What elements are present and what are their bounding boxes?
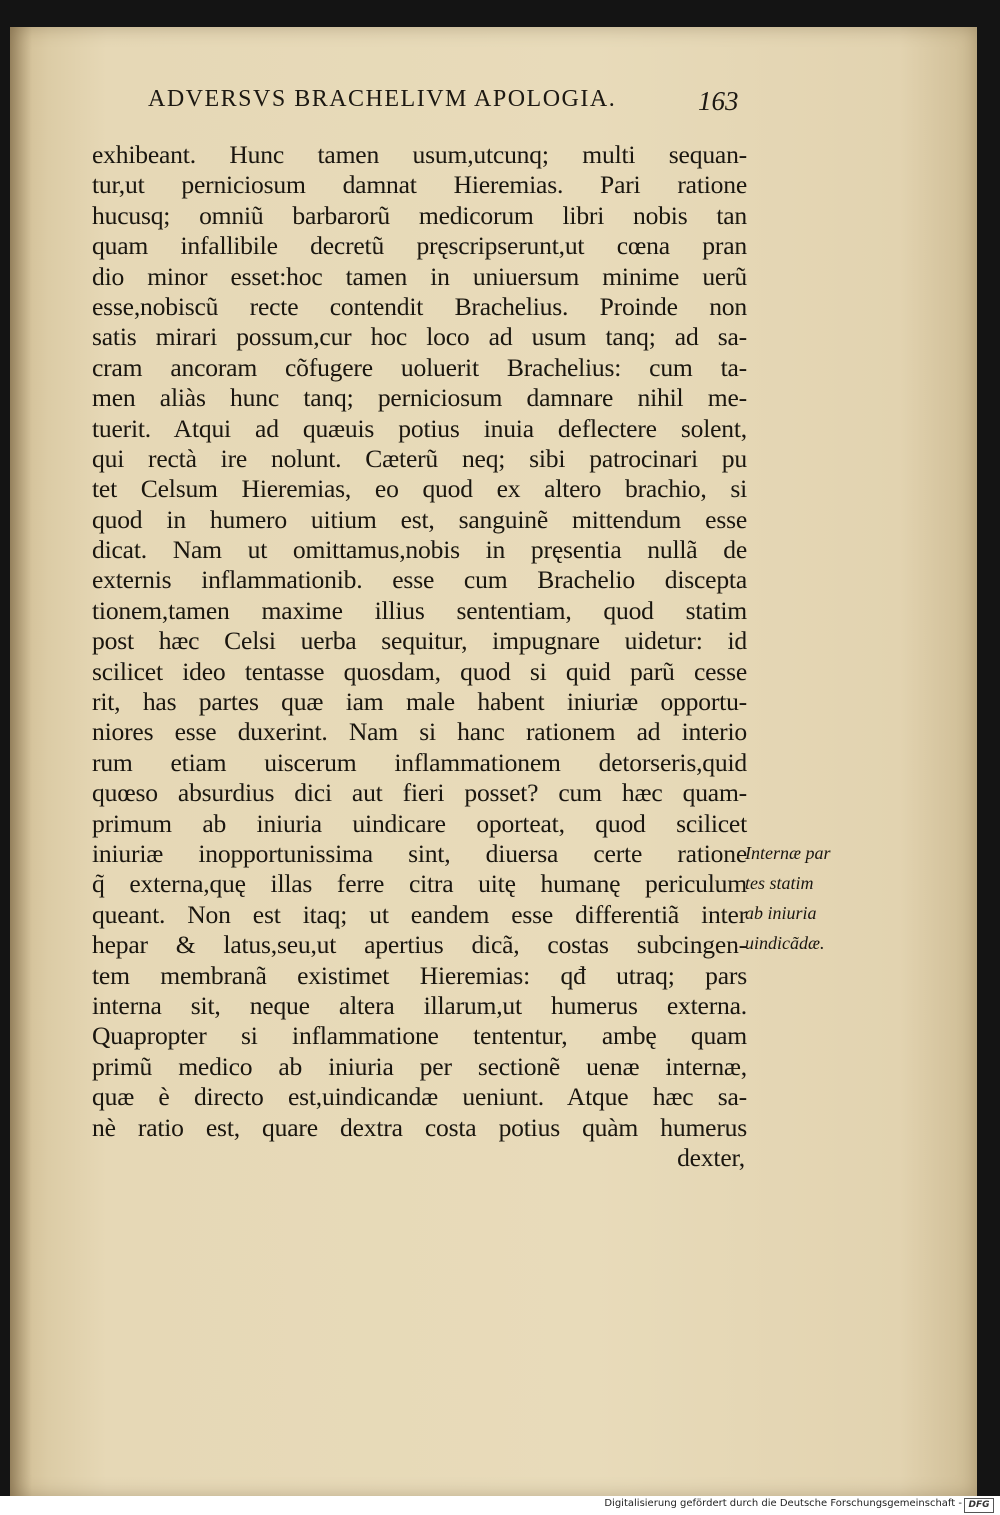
text-line: queant. Non est itaq; ut eandem esse differentiã inter — [92, 899, 747, 929]
text-line: hepar & latus,seu,ut apertius dicã, costas subcingen- — [92, 930, 747, 960]
text-line: post hæc Celsi uerba sequitur, impugnare uidetur: id — [92, 626, 747, 656]
text-line: dio minor esset:hoc tamen in uniuersum minime uerũ — [92, 261, 747, 291]
text-line: esse,nobiscũ recte contendit Brachelius. Proinde non — [92, 291, 747, 321]
text-line: tur,ut perniciosum damnat Hieremias. Pari ratione — [92, 170, 747, 200]
page-gutter-shadow — [10, 27, 32, 1497]
footer-credit: Digitalisierung gefördert durch die Deutsche Forschungsgemeinschaft - — [604, 1498, 962, 1509]
catchword-line: dexter, — [677, 1142, 745, 1172]
text-line: niores esse duxerint. Nam si hanc rationem ad interio — [92, 717, 747, 747]
dfg-logo-icon: DFG — [964, 1498, 994, 1513]
body-text — [92, 140, 747, 1173]
footer-bar — [0, 1496, 1000, 1515]
text-line: iniuriæ inopportunissima sint, diuersa certe ratione — [92, 838, 747, 868]
text-line: tuerit. Atqui ad quæuis potius inuia deflectere solent, — [92, 413, 747, 443]
text-line: Quapropter si inflammatione tententur, ambę quam — [92, 1021, 747, 1051]
text-line: tionem,tamen maxime illius sententiam, quod statim — [92, 595, 747, 625]
text-line: cram ancoram cõfugere uoluerit Brachelius: cum ta- — [92, 352, 747, 382]
text-line: primũ medico ab iniuria per sectionẽ uenæ internæ, — [92, 1051, 747, 1081]
text-line: quæ è directo est,uindicandæ ueniunt. Atque hæc sa- — [92, 1082, 747, 1112]
text-line: q̃ externa,quę illas ferre citra uitę humanę periculum — [92, 869, 747, 899]
text-line: hucusq; omniũ barbarorũ medicorum libri nobis tan — [92, 200, 747, 230]
text-line: quod in humero uitium est, sanguinẽ mittendum esse — [92, 504, 747, 534]
text-line: rit, has partes quæ iam male habent iniuriæ opportu- — [92, 687, 747, 717]
text-line: scilicet ideo tentasse quosdam, quod si quid parũ cesse — [92, 656, 747, 686]
text-line: externis inflammationib. esse cum Brachelio discepta — [92, 565, 747, 595]
text-line: quam infallibile decretũ pręscripserunt,ut cœna pran — [92, 231, 747, 261]
text-line: primum ab iniuria uindicare oporteat, quod scilicet — [92, 808, 747, 838]
text-line: tet Celsum Hieremias, eo quod ex altero brachio, si — [92, 474, 747, 504]
text-line: interna sit, neque altera illarum,ut humerus externa. — [92, 990, 747, 1020]
text-line: satis mirari possum,cur hoc loco ad usum tanq; ad sa- — [92, 322, 747, 352]
text-line: nè ratio est, quare dextra costa potius quàm humerus — [92, 1112, 747, 1142]
marginal-note — [745, 838, 865, 958]
text-line: tem membranã existimet Hieremias: qđ utraq; pars — [92, 960, 747, 990]
text-line: exhibeant. Hunc tamen usum,utcunq; multi sequan- — [92, 140, 747, 169]
text-line: qui rectà ire nolunt. Cæterũ neq; sibi patrocinari pu — [92, 443, 747, 473]
text-line: men aliàs hunc tanq; perniciosum damnare nihil me- — [92, 383, 747, 413]
text-line: rum etiam uiscerum inflammationem detorseris,quid — [92, 747, 747, 777]
text-line: dicat. Nam ut omittamus,nobis in pręsentia nullã de — [92, 535, 747, 565]
marginal-note-line: uindicãdæ. — [745, 933, 825, 953]
marginal-note-line: tes statim — [745, 873, 814, 893]
page-number: 163 — [698, 86, 739, 116]
running-head: ADVERSVS BRACHELIVM APOLOGIA. — [148, 86, 617, 112]
marginal-note-line: Internæ par — [745, 843, 831, 863]
text-line: quœso absurdius dici aut fieri posset? cum hæc quam- — [92, 778, 747, 808]
marginal-note-line: ab iniuria — [745, 903, 817, 923]
